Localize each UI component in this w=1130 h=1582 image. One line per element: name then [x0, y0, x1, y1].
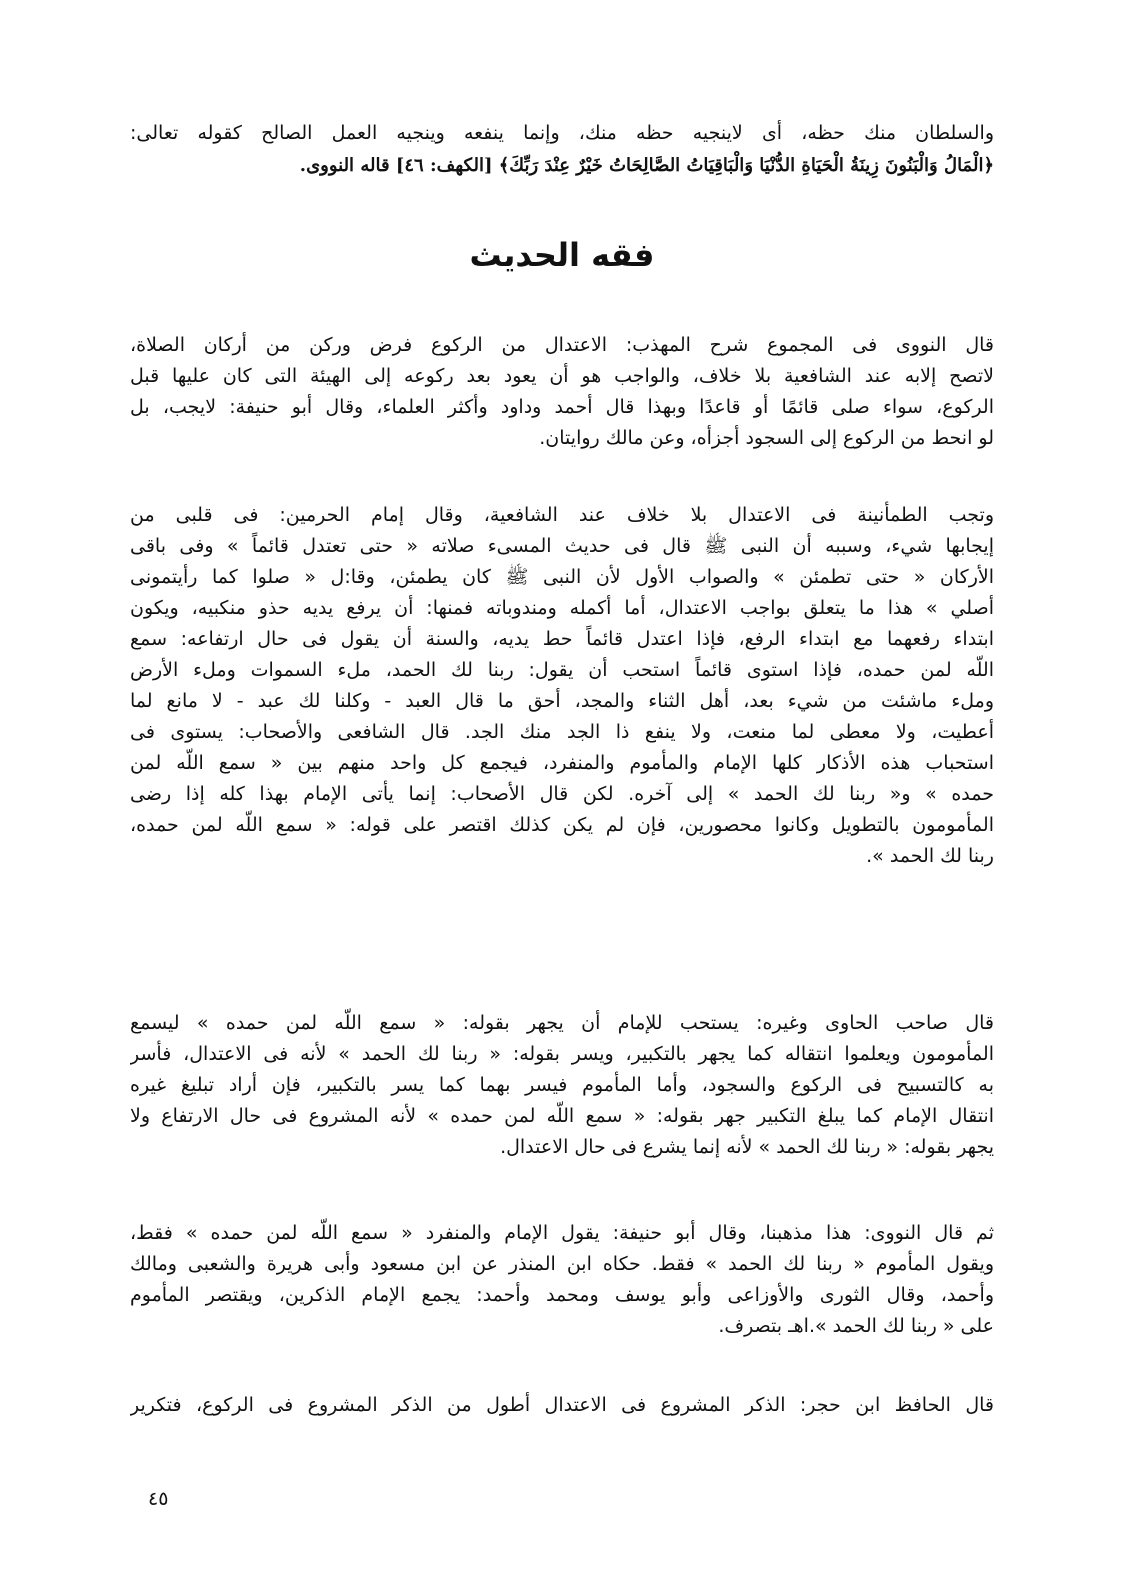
paragraph-line: أعطيت، ولا معطى لما منعت، ولا ينفع ذا الجد منك الجد. قال الشافعى والأصحاب: يستوى فى: [130, 721, 994, 743]
paragraph-line: أصلي » هذا ما يتعلق بواجب الاعتدال، أما أكمله ومندوباته فمنها: أن يرفع يديه حذو منكبيه، ويكون: [130, 597, 994, 619]
paragraph-line: قال النووى فى المجموع شرح المهذب: الاعتدال من الركوع فرض وركن من أركان الصلاة،: [130, 334, 994, 356]
paragraph-line: ثم قال النووى: هذا مذهبنا، وقال أبو حنيفة: يقول الإمام والمنفرد « سمع اللَّه لمن حمده » فقط،: [130, 1222, 994, 1244]
paragraph-line: اللَّه لمن حمده، فإذا استوى قائماً استحب أن يقول: ربنا لك الحمد، ملء السموات وملء الأرض: [130, 659, 994, 681]
intro-line: والسلطان منك حظه، أى لاينجيه حظه منك، وإنما ينفعه وينجيه العمل الصالح كقوله تعالى:: [130, 122, 994, 144]
paragraph-line: ابتداء رفعهما مع ابتداء الرفع، فإذا اعتدل قائماً حط يديه، والسنة أن يقول فى حال ارتفاعه: سمع: [130, 628, 994, 650]
paragraph-line: المأمومون ويعلموا انتقاله كما يجهر بالتكبير، ويسر بقوله: « ربنا لك الحمد » لأنه فى الاعتدال، فأسر: [130, 1043, 994, 1065]
paragraph-line: به كالتسبيح فى الركوع والسجود، وأما المأموم فيسر بهما كما يسر بالتكبير، فإن أراد تبليغ غيره: [130, 1074, 994, 1096]
paragraph-line: وتجب الطمأنينة فى الاعتدال بلا خلاف عند الشافعية، وقال إمام الحرمين: فى قلبى من: [130, 504, 994, 526]
paragraph-line: الركوع، سواء صلى قائمًا أو قاعدًا وبهذا قال أحمد وداود وأكثر العلماء، وقال أبو حنيفة: لايجب، بل: [130, 396, 994, 418]
paragraph-line: قال الحافظ ابن حجر: الذكر المشروع فى الاعتدال أطول من الذكر المشروع فى الركوع، فتكرير: [130, 1394, 994, 1416]
paragraph-line: انتقال الإمام كما يبلغ التكبير جهر بقوله: « سمع اللَّه لمن حمده » لأنه المشروع فى حال الارتفاع ولا: [130, 1105, 994, 1127]
paragraph-line: وملء ماشئت من شيء بعد، أهل الثناء والمجد، أحق ما قال العبد - وكلنا لك عبد - لا مانع لما: [130, 690, 994, 712]
section-heading: فقه الحديث: [469, 236, 655, 274]
paragraph-line: المأمومون بالتطويل وكانوا محصورين، فإن لم يكن كذلك اقتصر على قوله: « سمع اللَّه لمن حمده،: [130, 814, 994, 836]
page-number: ٤٥: [148, 1488, 169, 1510]
paragraph-line: وأحمد، وقال الثورى والأوزاعى وأبو يوسف ومحمد وأحمد: يجمع الإمام الذكرين، ويقتصر المأموم: [130, 1284, 994, 1306]
paragraph-line: لو انحط من الركوع إلى السجود أجزأه، وعن مالك روايتان.: [539, 427, 994, 449]
paragraph-line: يجهر بقوله: « ربنا لك الحمد » لأنه إنما يشرع فى حال الاعتدال.: [500, 1136, 994, 1158]
paragraph-line: لاتصح إلابه عند الشافعية بلا خلاف، والواجب هو أن يعود بعد ركوعه إلى الهيئة التى كان عليها قبل: [130, 365, 994, 387]
paragraph-line: قال صاحب الحاوى وغيره: يستحب للإمام أن يجهر بقوله: « سمع اللَّه لمن حمده » ليسمع: [130, 1012, 994, 1034]
quran-verse-line: ﴿الْمَالُ وَالْبَنُونَ زِينَةُ الْحَيَاةِ الدُّنْيَا وَالْبَاقِيَاتُ الصَّالِحَاتُ خَيْرٌ عِنْدَ رَبِّكَ﴾ [الكهف: ٤٦] قاله النووى.: [299, 155, 994, 176]
paragraph-line: ربنا لك الحمد ».: [866, 845, 994, 867]
paragraph-line: ويقول المأموم « ربنا لك الحمد » فقط. حكاه ابن المنذر عن ابن مسعود وأبى هريرة والشعبى ومالك: [130, 1253, 994, 1275]
paragraph-line: على « ربنا لك الحمد ».اهـ بتصرف.: [718, 1315, 994, 1337]
paragraph-line: الأركان « حتى تطمئن » والصواب الأول لأن النبى ﷺ كان يطمئن، وقا:ل « صلوا كما رأيتمونى: [130, 566, 994, 588]
paragraph-line: حمده » و« ربنا لك الحمد » إلى آخره. لكن قال الأصحاب: إنما يأتى الإمام بهذا كله إذا رضى: [130, 783, 994, 805]
paragraph-line: استحباب هذه الأذكار كلها الإمام والمأموم والمنفرد، فيجمع كل واحد منهم بين « سمع اللَّه لمن: [130, 752, 994, 774]
paragraph-line: إيجابها شيء، وسببه أن النبى ﷺ قال فى حديث المسىء صلاته « حتى تعتدل قائماً » وفى باقى: [130, 535, 994, 557]
